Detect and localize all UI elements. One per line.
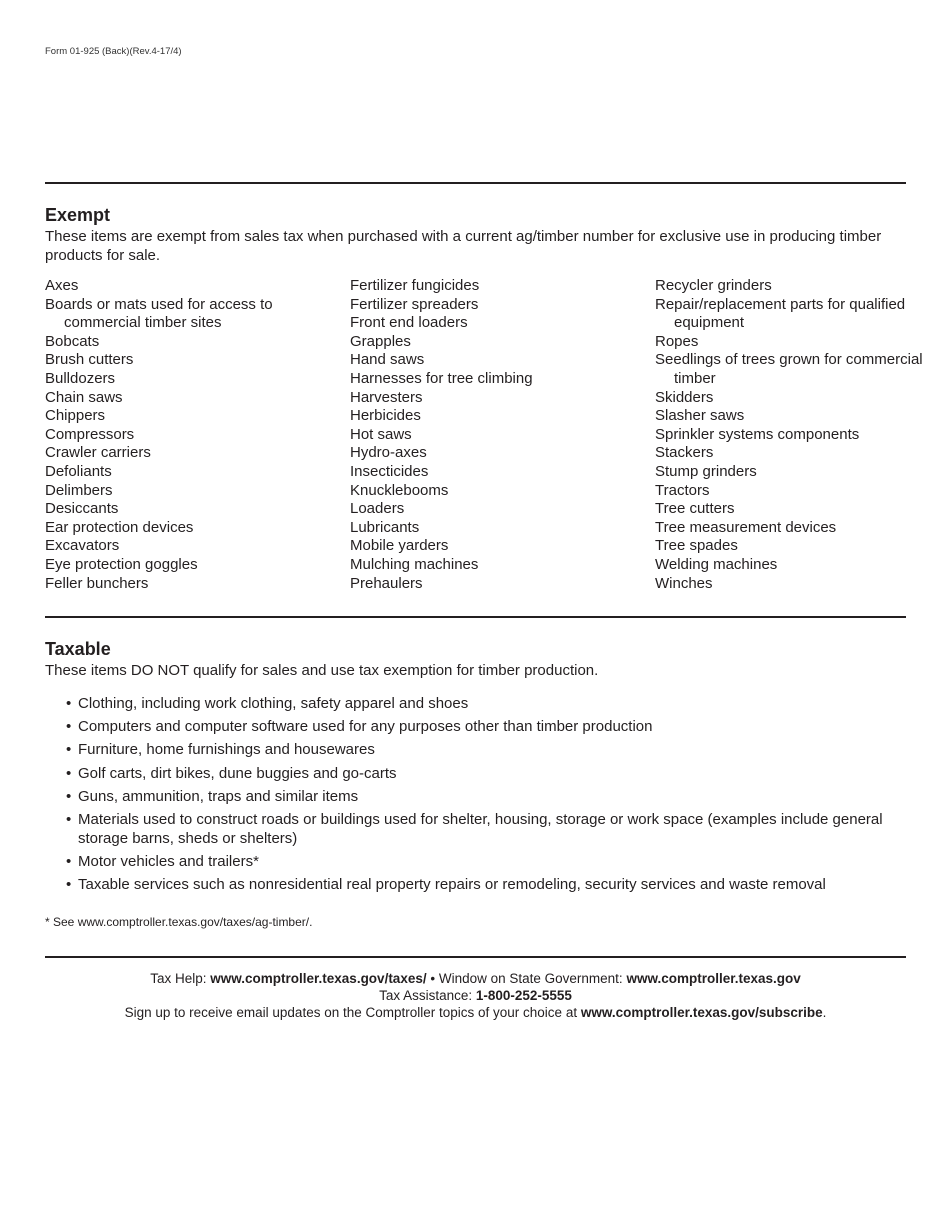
tax-assistance-label: Tax Assistance: xyxy=(379,988,476,1003)
exempt-item: Recycler grinders xyxy=(655,277,772,294)
exempt-item: Boards or mats used for access to commercial timber sites xyxy=(45,295,273,332)
exempt-item: Tree measurement devices xyxy=(655,518,837,536)
exempt-item: Loaders xyxy=(350,500,405,518)
exempt-item: Welding machines xyxy=(655,555,778,573)
taxable-item: • Motor vehicles and trailers* xyxy=(66,853,886,872)
exempt-item: Brush cutters xyxy=(45,351,134,369)
exempt-item: Bulldozers xyxy=(45,369,116,387)
exempt-item: Mobile yarders xyxy=(350,537,449,555)
exempt-item: Ropes xyxy=(655,332,699,350)
exempt-item: Skidders xyxy=(655,388,714,406)
window-link[interactable]: www.comptroller.texas.gov xyxy=(626,971,801,986)
middle-divider xyxy=(45,616,906,618)
exempt-item: Desiccants xyxy=(45,500,119,518)
taxable-item: • Guns, ammunition, traps and similar items xyxy=(66,788,886,807)
exempt-item: Harnesses for tree climbing xyxy=(350,369,533,387)
exempt-item: Front end loaders xyxy=(350,314,468,332)
window-label: Window on State Government: xyxy=(438,971,627,986)
exempt-item: Tractors xyxy=(655,481,710,499)
taxable-item: • Computers and computer software used for any purposes other than timber production xyxy=(66,718,886,737)
taxable-item: • Golf carts, dirt bikes, dune buggies and go-carts xyxy=(66,765,886,784)
signup-text: Sign up to receive email updates on the Comptroller topics of your choice at xyxy=(124,1005,581,1020)
footer-line-1 xyxy=(45,970,906,987)
taxable-item: • Taxable services such as nonresidential real property repairs or remodeling, security services and waste removal xyxy=(66,876,886,895)
footer-line-3 xyxy=(45,1004,906,1021)
exempt-item: Harvesters xyxy=(350,388,423,406)
subscribe-link[interactable]: www.comptroller.texas.gov/subscribe xyxy=(580,1005,823,1020)
exempt-intro: These items are exempt from sales tax when purchased with a current ag/timber number for exclusive use in producing timber products for sale. xyxy=(45,228,882,264)
signup-end: . xyxy=(822,1005,827,1020)
exempt-column-3 xyxy=(655,277,940,593)
taxable-item: • Materials used to construct roads or buildings used for shelter, housing, storage or work space (examples include general storage barns, sheds or shelters) xyxy=(66,811,886,848)
form-id: Form 01-925 (Back)(Rev.4-17/4) xyxy=(45,46,182,57)
exempt-item: Winches xyxy=(655,574,713,592)
exempt-item: Fertilizer fungicides xyxy=(350,277,480,294)
exempt-item: Slasher saws xyxy=(655,407,745,425)
exempt-heading: Exempt xyxy=(45,205,111,225)
taxable-intro: These items DO NOT qualify for sales and use tax exemption for timber production. xyxy=(45,662,599,679)
exempt-item: Excavators xyxy=(45,537,120,555)
exempt-item: Sprinkler systems components xyxy=(655,425,860,443)
exempt-item: Repair/replacement parts for qualified equipment xyxy=(655,295,906,332)
exempt-item: Lubricants xyxy=(350,518,420,536)
taxable-item: • Furniture, home furnishings and housewares xyxy=(66,741,886,760)
exempt-item: Seedlings of trees grown for commercial timber xyxy=(655,351,923,387)
taxable-list xyxy=(66,695,886,899)
exempt-item: Hydro-axes xyxy=(350,444,427,462)
exempt-item: Delimbers xyxy=(45,481,113,499)
footnote: * See www.comptroller.texas.gov/taxes/ag-timber/. xyxy=(45,915,313,929)
taxable-heading: Taxable xyxy=(45,639,111,659)
exempt-item: Axes xyxy=(45,277,79,294)
exempt-column-2 xyxy=(350,277,635,593)
exempt-item: Ear protection devices xyxy=(45,518,194,536)
exempt-item: Grapples xyxy=(350,332,411,350)
footer-separator: • xyxy=(426,971,439,986)
exempt-item: Feller bunchers xyxy=(45,574,149,592)
exempt-item: Mulching machines xyxy=(350,555,479,573)
tax-help-label: Tax Help: xyxy=(150,971,211,986)
exempt-item: Hot saws xyxy=(350,425,412,443)
exempt-item: Knucklebooms xyxy=(350,481,449,499)
exempt-item: Stump grinders xyxy=(655,462,757,480)
footer-divider xyxy=(45,956,906,958)
top-divider xyxy=(45,182,906,184)
exempt-item: Compressors xyxy=(45,425,135,443)
exempt-item: Insecticides xyxy=(350,462,429,480)
exempt-item: Chippers xyxy=(45,407,106,425)
tax-assistance-phone: 1-800-252-5555 xyxy=(475,988,572,1003)
exempt-item: Defoliants xyxy=(45,462,112,480)
exempt-column-1 xyxy=(45,277,330,593)
exempt-item: Tree spades xyxy=(655,537,738,555)
exempt-item: Eye protection goggles xyxy=(45,555,198,573)
taxable-item: • Clothing, including work clothing, safety apparel and shoes xyxy=(66,695,886,714)
exempt-item: Fertilizer spreaders xyxy=(350,295,479,313)
footer xyxy=(45,970,906,1021)
exempt-item: Chain saws xyxy=(45,388,123,406)
exempt-item: Bobcats xyxy=(45,332,100,350)
exempt-item: Hand saws xyxy=(350,351,425,369)
exempt-item: Herbicides xyxy=(350,407,421,425)
exempt-item: Prehaulers xyxy=(350,574,423,592)
exempt-item: Tree cutters xyxy=(655,500,735,518)
exempt-item: Crawler carriers xyxy=(45,444,151,462)
exempt-item: Stackers xyxy=(655,444,714,462)
tax-help-link[interactable]: www.comptroller.texas.gov/taxes/ xyxy=(210,971,427,986)
footer-line-2 xyxy=(45,987,906,1004)
